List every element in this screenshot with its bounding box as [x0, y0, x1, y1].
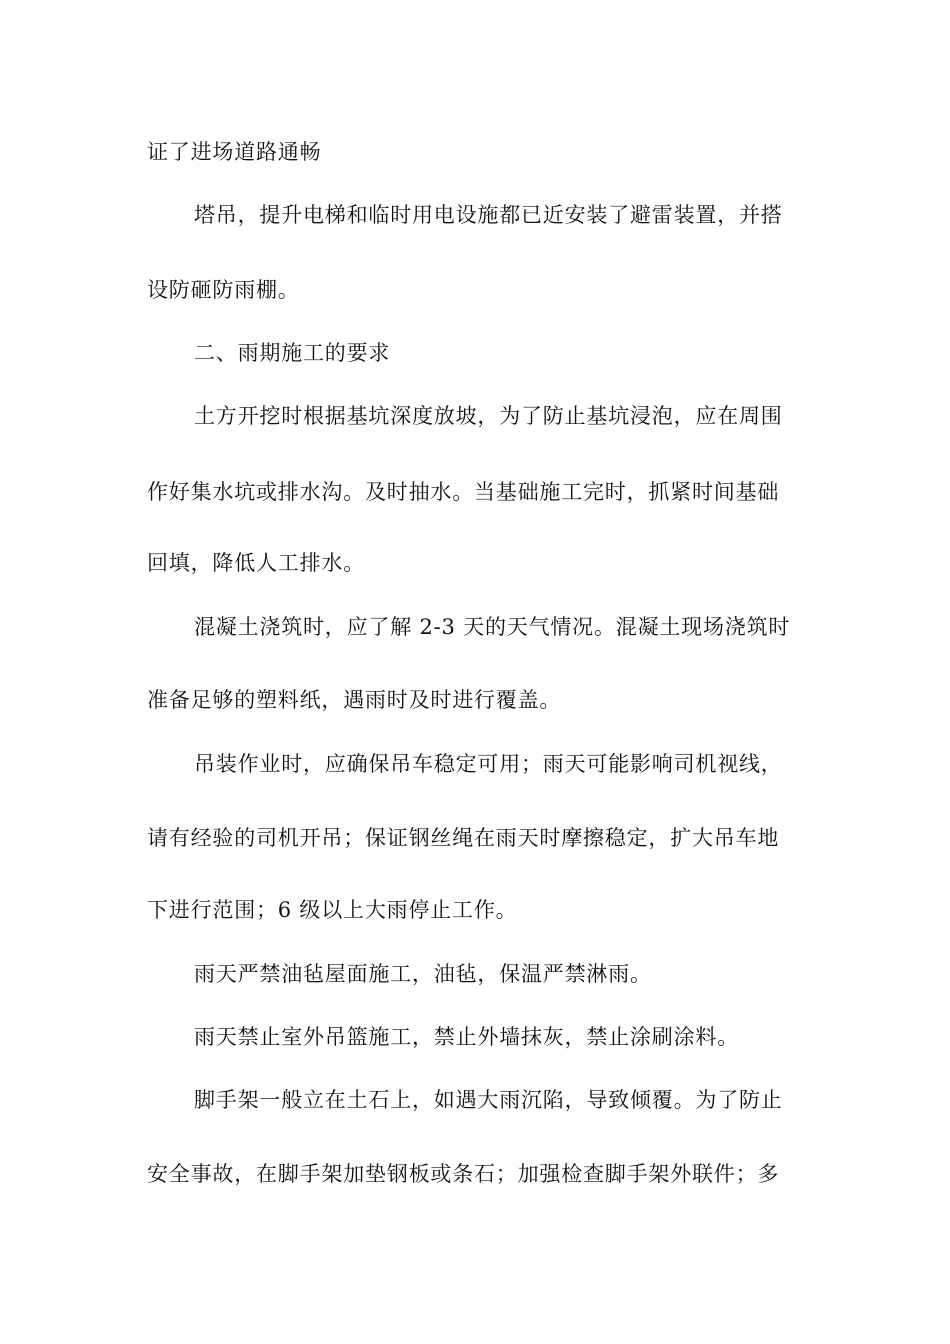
text-line: 雨天禁止室外吊篮施工，禁止外墙抹灰，禁止涂刷涂料。 [194, 1025, 739, 1049]
text-line: 下进行范围；6 级以上大雨停止工作。 [147, 898, 518, 922]
text-line: 吊装作业时，应确保吊车稳定可用；雨天可能影响司机视线， [194, 752, 783, 776]
text-line: 请有经验的司机开吊；保证钢丝绳在雨天时摩擦稳定，扩大吊车地 [147, 826, 780, 850]
text-line: 作好集水坑或排水沟。及时抽水。当基础施工完时，抓紧时间基础 [147, 480, 780, 504]
text-line: 雨天严禁油毡屋面施工，油毡，保温严禁淋雨。 [194, 962, 652, 986]
text-line: 塔吊，提升电梯和临时用电设施都已近安装了避雷装置，并搭 [194, 203, 783, 227]
text-line: 脚手架一般立在土石上，如遇大雨沉陷，导致倾覆。为了防止 [194, 1088, 783, 1112]
text-line: 土方开挖时根据基坑深度放坡，为了防止基坑浸泡，应在周围 [194, 404, 783, 428]
text-line: 准备足够的塑料纸，遇雨时及时进行覆盖。 [147, 688, 562, 712]
section-heading: 二、雨期施工的要求 [194, 341, 391, 365]
text-line: 混凝土浇筑时，应了解 2-3 天的天气情况。混凝土现场浇筑时 [194, 615, 791, 639]
text-line: 设防砸防雨棚。 [147, 278, 300, 302]
text-line: 安全事故，在脚手架加垫钢板或条石；加强检查脚手架外联件；多 [147, 1162, 780, 1186]
text-line: 证了进场道路通畅 [147, 140, 322, 164]
text-line: 回填，降低人工排水。 [147, 551, 365, 575]
